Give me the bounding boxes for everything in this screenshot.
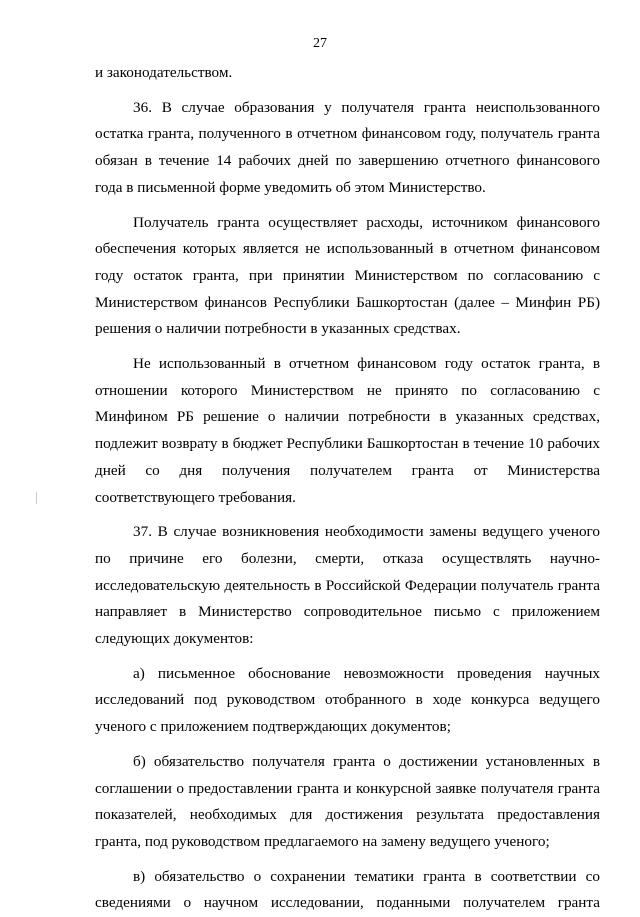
- paragraph-continuation: и законодательством.: [95, 64, 233, 81]
- paragraph-unused-balance: Не использованный в отчетном финансовом году остаток гранта, в отношении которого Министерством не принято по согласованию с Минфином РБ решение о наличии потребности в указанных средствах, подлежит возврату в бюджет Республики Башкортостан в течение 10 рабочих дней со дня получения получателем гранта от Министерства соответствующего требования.: [95, 355, 600, 506]
- paragraph-recipient-expenses: Получатель гранта осуществляет расходы, источником финансового обеспечения которых является не использованный в отчетном финансовом году остаток гранта, при принятии Министерством по согласованию с Министерством финансов Республики Башкортостан (далее – Минфин РБ) решения о наличии потребности в указанных средствах.: [95, 213, 600, 338]
- list-item-a: а) письменное обоснование невозможности проведения научных исследований под руководством отобранного в ходе конкурса ведущего ученого с приложением подтверждающих документов;: [95, 664, 600, 736]
- scan-margin-mark: [36, 492, 37, 504]
- list-item-b: б) обязательство получателя гранта о достижении установленных в соглашении о предоставлении гранта и конкурсной заявке получателя гранта показателей, необходимых для достижения результата предоставления гранта, под руководством предлагаемого на замену ведущего ученого;: [95, 752, 600, 850]
- paragraph-clause-37: 37. В случае возникновения необходимости замены ведущего ученого по причине его болезни, смерти, отказа осуществлять научно-исследовательскую деятельность в Российской Федерации получатель гранта направляет в Министерство сопроводительное письмо с приложением следующих документов:: [95, 523, 600, 648]
- document-body: [95, 60, 600, 917]
- paragraph-clause-36: 36. В случае образования у получателя гранта неиспользованного остатка гранта, полученного в отчетном финансовом году, получатель гранта обязан в течение 14 рабочих дней по завершению отчетного финансового года в письменной форме уведомить об этом Министерство.: [95, 98, 600, 196]
- list-item-c: в) обязательство о сохранении тематики гранта в соответствии со сведениями о научном исследовании, поданными получателем гранта: [95, 867, 600, 912]
- page-number: 27: [313, 36, 327, 51]
